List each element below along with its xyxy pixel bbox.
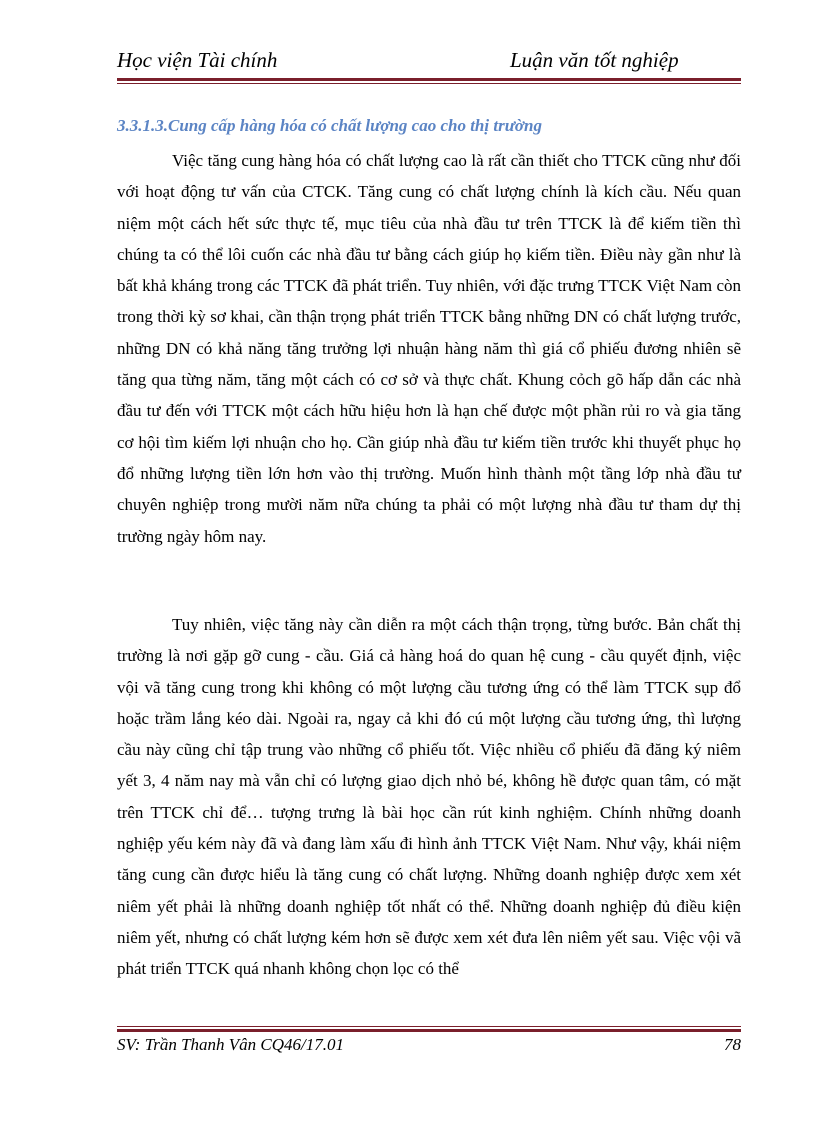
footer-rule-thin bbox=[117, 1026, 741, 1027]
header-document-type: Luận văn tốt nghiệp bbox=[510, 48, 679, 72]
page-header bbox=[117, 48, 741, 76]
footer-rule-thick bbox=[117, 1029, 741, 1032]
header-rule-thin bbox=[117, 83, 741, 84]
page-number: 78 bbox=[724, 1035, 741, 1054]
paragraph-2: Tuy nhiên, việc tăng này cần diễn ra một cách thận trọng, từng bước. Bản chất thị trường là nơi gặp gỡ cung - cầu. Giá cả hàng hoá do quan hệ cung - cầu quyết định, việc vội vã tăng cung trong khi không có một lượng cầu tương ứng có thể làm TTCK sụp đổ hoặc trầm lắng kéo dài. Ngoài ra, ngay cả khi đó cú một lượng cầu tương ứng, thì lượng cầu này cũng chỉ tập trung vào những cổ phiếu tốt. Việc nhiều cổ phiếu đã đăng ký niêm yết 3, 4 năm nay mà vẫn chỉ có lượng giao dịch nhỏ bé, không hề được quan tâm, có mặt trên TTCK chỉ để… tượng trưng là bài học cần rút kinh nghiệm. Chính những doanh nghiệp yếu kém này đã và đang làm xấu đi hình ảnh TTCK Việt Nam. Như vậy, khái niệm tăng cung cần được hiểu là tăng cung có chất lượng. Những doanh nghiệp được xem xét niêm yết phải là những doanh nghiệp tốt nhất có thể. Những doanh nghiệp đủ điều kiện niêm yết, nhưng có chất lượng kém hơn sẽ được xem xét đưa lên niêm yết sau. Việc vội vã phát triển TTCK quá nhanh không chọn lọc có thể bbox=[117, 615, 741, 979]
header-institution: Học viện Tài chính bbox=[117, 48, 278, 72]
header-rule-thick bbox=[117, 78, 741, 81]
section-heading: 3.3.1.3.Cung cấp hàng hóa có chất lượng cao cho thị trường bbox=[117, 116, 542, 135]
page-footer bbox=[117, 1035, 741, 1059]
footer-author: SV: Trần Thanh Vân CQ46/17.01 bbox=[117, 1035, 345, 1054]
paragraph-1: Việc tăng cung hàng hóa có chất lượng cao là rất cần thiết cho TTCK cũng như đối với hoạt động tư vấn của CTCK. Tăng cung có chất lượng chính là kích cầu. Nếu quan niệm một cách hết sức thực tế, mục tiêu của nhà đầu tư trên TTCK là để kiếm tiền thì chúng ta có thể lôi cuốn các nhà đầu tư bằng cách giúp họ kiếm tiền. Điều này gần như là bất khả kháng trong các TTCK đã phát triển. Tuy nhiên, với đặc trưng TTCK Việt Nam còn trong thời kỳ sơ khai, cần thận trọng phát triển TTCK bằng những DN có chất lượng trước, những DN có khả năng tăng trưởng lợi nhuận hàng năm thì giá cổ phiếu đương nhiên sẽ tăng qua từng năm, tăng một cách có cơ sở và thực chất. Khung cỏch gõ hấp dẫn các nhà đầu tư đến với TTCK một cách hữu hiệu hơn là hạn chế được một phần rủi ro và gia tăng cơ hội tìm kiếm lợi nhuận cho họ. Cần giúp nhà đầu tư kiếm tiền trước khi thuyết phục họ đổ những lượng tiền lớn hơn vào thị trường. Muốn hình thành một tầng lớp nhà đầu tư chuyên nghiệp trong mười năm nữa chúng ta phải có một lượng nhà đầu tư tham dự thị trường ngày hôm nay. bbox=[117, 151, 741, 546]
